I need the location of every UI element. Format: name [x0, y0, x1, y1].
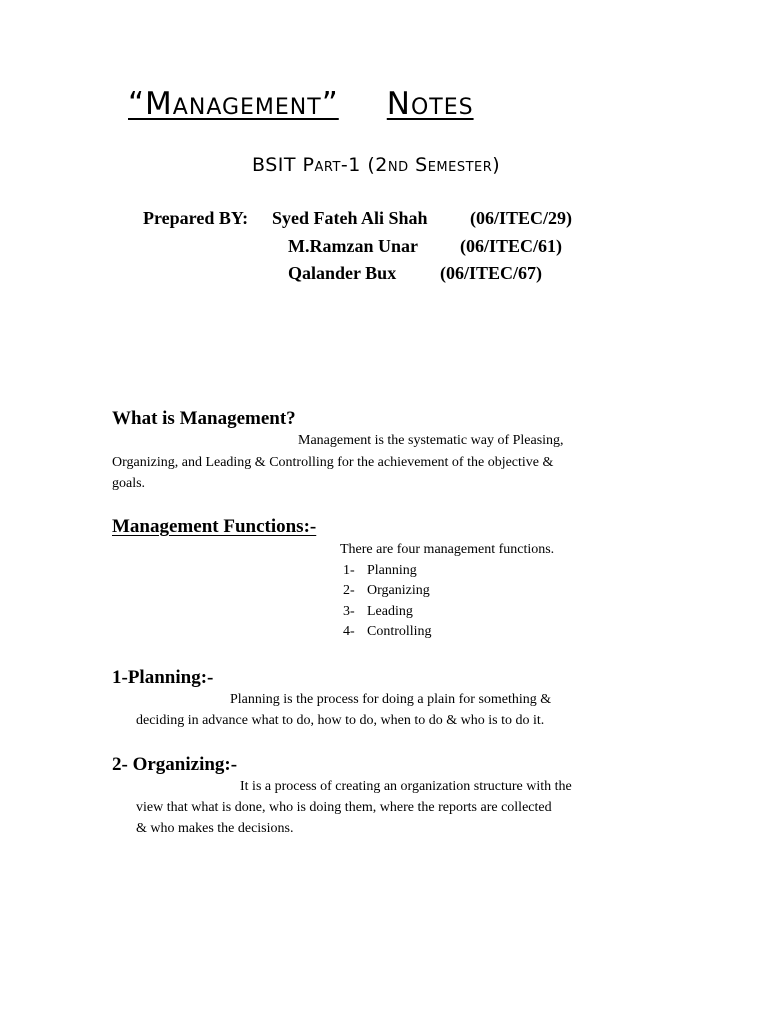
list-number: 4- [343, 624, 355, 639]
section-heading-organizing: 2- Organizing:- [112, 754, 238, 775]
document-subtitle: BSIT Part-1 (2nd Semester) [252, 154, 501, 176]
section-heading-management-functions: Management Functions:- [112, 516, 317, 537]
prepared-by-label: Prepared BY: [143, 208, 249, 228]
list-item [343, 624, 432, 640]
list-label: Controlling [367, 624, 432, 639]
list-number: 2- [343, 583, 355, 598]
section-heading-what-is-management: What is Management? [112, 408, 296, 429]
paragraph-line: Organizing, and Leading & Controlling for the achievement of the objective & [112, 455, 554, 470]
paragraph-line: deciding in advance what to do, how to do, when to do & who is to do it. [136, 713, 545, 728]
list-label: Planning [367, 563, 417, 578]
author-code: (06/ITEC/67) [440, 263, 543, 283]
list-number: 3- [343, 604, 355, 619]
paragraph-line: It is a process of creating an organization structure with the [240, 779, 572, 794]
author-name: Syed Fateh Ali Shah [272, 208, 428, 228]
paragraph-line: & who makes the decisions. [136, 821, 294, 836]
title-management: “Management” [128, 86, 339, 122]
list-label: Leading [367, 604, 413, 619]
document-title [128, 86, 474, 122]
paragraph-line: view that what is done, who is doing them, where the reports are collected [136, 800, 552, 815]
author-code: (06/ITEC/61) [460, 236, 563, 256]
paragraph-line: goals. [112, 476, 146, 491]
list-number: 1- [343, 563, 355, 578]
section-heading-planning: 1-Planning:- [112, 667, 214, 688]
list-item [343, 583, 430, 599]
paragraph-line: Planning is the process for doing a plain for something & [230, 692, 552, 707]
list-item [343, 604, 413, 620]
title-notes: Notes [386, 86, 474, 122]
author-code: (06/ITEC/29) [470, 208, 573, 228]
list-label: Organizing [367, 583, 430, 598]
functions-intro: There are four management functions. [340, 542, 555, 557]
paragraph-line: Management is the systematic way of Pleasing, [298, 433, 564, 448]
author-name: M.Ramzan Unar [288, 236, 418, 256]
author-name: Qalander Bux [288, 263, 397, 283]
list-item [343, 563, 417, 579]
